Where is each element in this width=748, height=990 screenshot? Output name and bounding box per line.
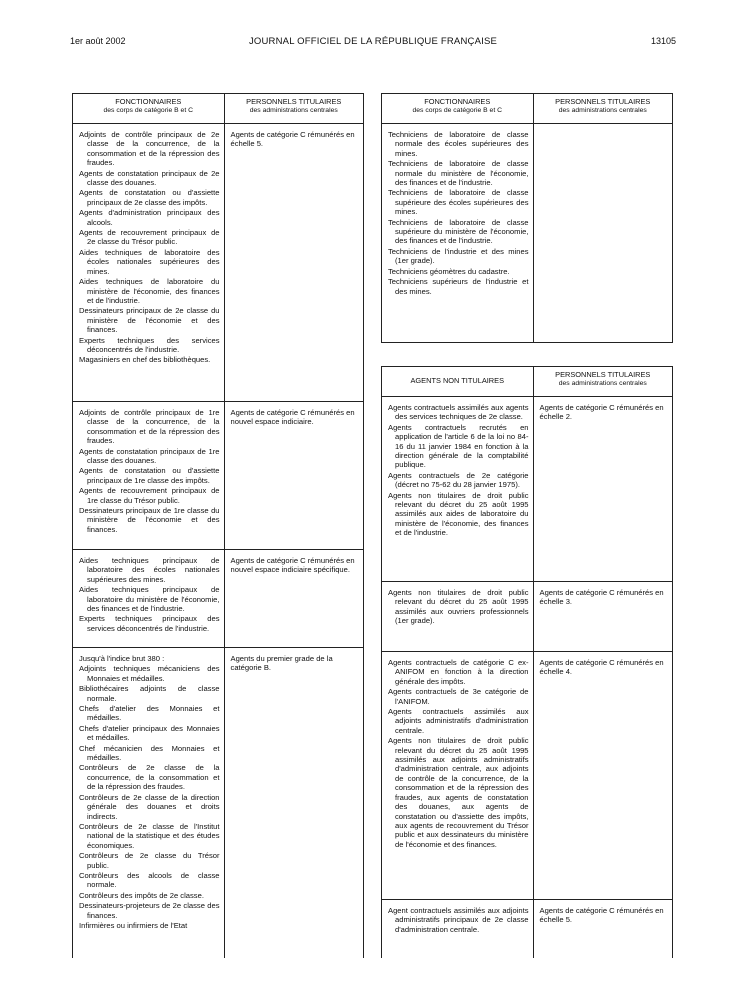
list-item: Agents non titulaires de droit public relevant du décret du 25 août 1995 assimilés aux adjoints administratifs d'administration centrale, aux adjoints de contrôle de la concurrence, de la consommation et de la répression des fraudes, aux agents de constatation des douanes, aux agents de constatation ou d'assiette des impôts, aux agents de recouvrement du Trésor public et aux dessinateurs du ministère de l'économie et des finances. (388, 736, 529, 849)
list-item: Contrôleurs de 2e classe de la concurrence, de la consommation et de la répression des fraudes. (79, 763, 220, 792)
list-item: Agents de constatation ou d'assiette principaux de 2e classe des impôts. (79, 188, 220, 207)
table-row (382, 582, 673, 652)
list-item: Dessinateurs principaux de 1re classe du ministère de l'économie et des finances. (79, 506, 220, 534)
list-item: Magasiniers en chef des bibliothèques. (79, 355, 211, 365)
row-right-cell: Agents de catégorie C rémunérés en échelle 4. (539, 658, 664, 677)
row-right-cell: Agents de catégorie C rémunérés en échelle 2. (539, 403, 664, 422)
table-row (73, 402, 364, 550)
list-item: Chefs d'atelier des Monnaies et médailles. (79, 704, 220, 723)
table-row (382, 652, 673, 900)
list-item: Contrôleurs des alcools de classe normale. (79, 870, 220, 890)
col-header-subtitle: des administrations centrales (558, 379, 647, 387)
list-item: Agents de constatation principaux de 1re classe des douanes. (79, 446, 220, 466)
list-item: Aides techniques de laboratoire du ministère de l'économie, des finances et de l'industrie. (79, 277, 220, 305)
col-header-title: FONCTIONNAIRES (424, 97, 491, 106)
issue-date: 1er août 2002 (70, 36, 126, 46)
table-row (382, 397, 673, 582)
list-item: Techniciens géomètres du cadastre. (388, 266, 510, 276)
left-correspondence-table (72, 93, 364, 958)
col-header-personnels (224, 94, 363, 124)
list-item: Experts techniques des services déconcentrés de l'industrie. (79, 335, 220, 354)
col-header-title: PERSONNELS TITULAIRES (246, 97, 342, 106)
list-item: Agents contractuels recrutés en application de l'article 6 de la loi no 84-16 du 11 janvier 1984 en fonction à la direction générale de la comptabilité publique. (388, 422, 529, 470)
right-top-correspondence-table (381, 93, 673, 343)
col-header-agents (382, 367, 534, 397)
table-row (73, 124, 364, 402)
list-item: Jusqu'à l'indice brut 380 : (79, 654, 165, 663)
row-left-cell (382, 582, 533, 632)
page-number: 13105 (650, 36, 676, 46)
list-item: Dessinateurs principaux de 2e classe du ministère de l'économie et des finances. (79, 306, 220, 335)
list-item: Agents contractuels assimilés aux adjoints administratifs d'administration centrale. (388, 707, 529, 735)
row-right-cell: Agents du premier grade de la catégorie B. (230, 654, 333, 673)
list-item: Bibliothécaires adjoints de classe normale. (79, 684, 220, 703)
list-item: Chef mécanicien des Monnaies et médailles. (79, 743, 220, 763)
col-header-title: PERSONNELS TITULAIRES (555, 97, 651, 106)
list-item: Adjoints techniques mécaniciens des Monnaies et médailles. (79, 664, 220, 683)
col-header-subtitle: des administrations centrales (249, 106, 338, 114)
row-right-cell: Agents de catégorie C rémunérés en échelle 3. (539, 588, 664, 607)
row-left-cell (382, 397, 533, 544)
row-left-cell (73, 402, 224, 540)
list-item: Contrôleurs de 2e classe de la direction générale des douanes et droits indirects. (79, 792, 220, 821)
table-row (382, 900, 673, 959)
col-header-fonctionnaires (382, 94, 534, 124)
list-item: Aides techniques principaux de laboratoire du ministère de l'économie, des finances et de l'industrie. (79, 585, 220, 614)
table-row (73, 648, 364, 959)
col-header-personnels (533, 94, 673, 124)
row-right-cell: Agents de catégorie C rémunérés en nouvel espace indiciaire spécifique. (230, 556, 355, 575)
list-item: Agent contractuels assimilés aux adjoints administratifs principaux de 2e classe d'administration centrale. (388, 906, 529, 934)
row-left-cell (73, 550, 224, 639)
list-item: Contrôleurs de 2e classe du Trésor public. (79, 851, 220, 870)
list-item: Dessinateurs-projeteurs de 2e classe des finances. (79, 901, 220, 920)
list-item: Agents de constatation principaux de 2e classe des douanes. (79, 168, 220, 188)
list-item: Techniciens de laboratoire de classe normale des écoles supérieures des mines. (388, 130, 529, 158)
row-right-cell: Agents de catégorie C rémunérés en nouvel espace indiciaire. (230, 408, 355, 427)
col-header-subtitle: des corps de catégorie B et C (412, 106, 503, 114)
journal-title: JOURNAL OFFICIEL DE LA RÉPUBLIQUE FRANÇAISE (248, 36, 498, 47)
table-row (382, 124, 673, 343)
row-right-cell (534, 124, 673, 135)
list-item: Agents de constatation ou d'assiette principaux de 1re classe des impôts. (79, 466, 220, 485)
col-header-subtitle: des corps de catégorie B et C (103, 106, 194, 114)
list-item: Adjoints de contrôle principaux de 2e classe de la concurrence, de la consommation et de la répression des fraudes. (79, 130, 220, 168)
col-header-title: FONCTIONNAIRES (115, 97, 182, 106)
col-header-personnels (533, 367, 672, 397)
row-left-cell (382, 900, 533, 940)
row-left-cell (382, 652, 533, 855)
list-item: Techniciens de laboratoire de classe normale du ministère de l'économie, des finances et de l'industrie. (388, 159, 529, 188)
list-item: Aides techniques de laboratoire des écoles nationales supérieures des mines. (79, 247, 220, 276)
list-item: Techniciens de laboratoire de classe supérieure du ministère de l'économie, des finances et de l'industrie. (388, 217, 529, 246)
table-row (73, 550, 364, 648)
list-item: Aides techniques principaux de laboratoire des écoles nationales supérieures des mines. (79, 556, 220, 584)
list-item: Chefs d'atelier principaux des Monnaies et médailles. (79, 723, 220, 743)
row-left-cell (73, 648, 224, 936)
list-item: Agents contractuels de catégorie C ex-ANIFOM en fonction à la direction générale des impôts. (388, 658, 529, 686)
row-left-cell (382, 124, 533, 302)
col-header-fonctionnaires (73, 94, 225, 124)
list-item: Adjoints de contrôle principaux de 1re classe de la concurrence, de la consommation et de la répression des fraudes. (79, 408, 220, 446)
list-item: Agents contractuels assimilés aux agents des services techniques de 2e classe. (388, 403, 529, 422)
page-header (70, 36, 676, 50)
list-item: Agents contractuels de 3e catégorie de l'ANIFOM. (388, 687, 529, 706)
list-item: Agents d'administration principaux des alcools. (79, 208, 220, 227)
list-item: Techniciens supérieurs de l'industrie et des mines. (388, 277, 529, 296)
col-header-title: PERSONNELS TITULAIRES (555, 370, 651, 379)
list-item: Contrôleurs de 2e classe de l'Institut national de la statistique et des études économiques. (79, 821, 220, 850)
col-header-subtitle: des administrations centrales (558, 106, 647, 114)
row-right-cell: Agents de catégorie C rémunérés en échelle 5. (539, 906, 664, 925)
list-item: Experts techniques principaux des services déconcentrés de l'industrie. (79, 614, 220, 633)
list-item: Techniciens de l'industrie et des mines (1er grade). (388, 246, 529, 266)
list-item: Infirmières ou infirmiers de l'Etat (79, 920, 188, 930)
list-item: Agents de recouvrement principaux de 2e classe du Trésor public. (79, 228, 220, 247)
col-header-title: AGENTS NON TITULAIRES (410, 376, 504, 386)
list-item: Agents non titulaires de droit public relevant du décret du 25 août 1995 assimilés aux ouvriers professionnels (1er grade). (388, 588, 529, 626)
row-left-cell (73, 124, 224, 371)
list-item: Contrôleurs des impôts de 2e classe. (79, 890, 204, 900)
list-item: Agents de recouvrement principaux de 1re classe du Trésor public. (79, 486, 220, 505)
right-bottom-correspondence-table (381, 366, 673, 958)
row-right-cell: Agents de catégorie C rémunérés en échelle 5. (230, 130, 355, 149)
list-item: Agents contractuels de 2e catégorie (décret no 75-62 du 28 janvier 1975). (388, 470, 529, 490)
list-item: Agents non titulaires de droit public relevant du décret du 25 août 1995 assimilés aux aides de laboratoire du ministère de l'économie, des finances et de l'industrie. (388, 490, 529, 538)
list-item: Techniciens de laboratoire de classe supérieure des écoles supérieures des mines. (388, 188, 529, 217)
